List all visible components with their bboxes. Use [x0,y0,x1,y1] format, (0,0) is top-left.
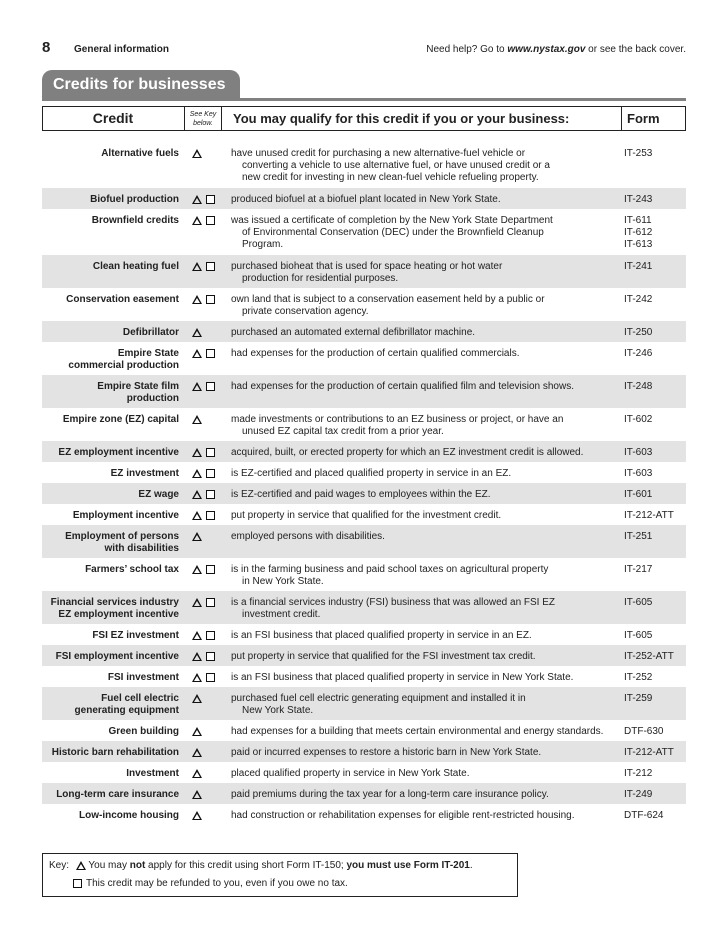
credit-name: Conservation easement [66,294,179,305]
credit-name: Farmers’ school tax [85,564,179,575]
credit-description: employed persons with disabilities. [231,531,385,542]
credit-form: IT-603 [624,468,653,479]
credit-name: Investment [126,768,179,779]
credit-key-icons [192,597,222,609]
column-header [42,106,686,131]
key-line-triangle: Key: You may not apply for this credit using short Form IT-150; you must use Form IT-201. [49,860,473,871]
credit-key-icons [192,564,222,576]
credit-key-icons [192,261,222,273]
credit-description: own land that is subject to a conservation easement held by a public or private conservation agency. [231,294,545,317]
credit-description: purchased fuel cell electric generating equipment and installed it in New York State. [231,693,526,716]
credit-key-icons [192,414,222,426]
credit-description: is in the farming business and paid school taxes on agricultural property in New York State. [231,564,549,587]
credit-description: have unused credit for purchasing a new alternative-fuel vehicle or converting a vehicle to use alternative fuel, or have unused credit or a new credit for investing in new clean-fuel vehicle refueling property. [231,148,550,183]
triangle-icon [192,748,202,757]
table-row [42,762,686,783]
credit-form: IT-611 IT-612 IT-613 [624,215,653,250]
credit-key-icons [192,693,222,705]
credit-description: produced biofuel at a biofuel plant located in New York State. [231,194,501,205]
table-row [42,720,686,741]
section-title: Credits for businesses [42,70,240,98]
credit-form: IT-601 [624,489,653,500]
triangle-icon [192,490,202,499]
credit-key-icons [192,651,222,663]
credit-key-icons [192,726,222,738]
triangle-icon [192,295,202,304]
square-icon [206,382,215,391]
credit-description: had construction or rehabilitation expenses for eligible rent-restricted housing. [231,810,575,821]
credit-description: is an FSI business that placed qualified property in service in an EZ. [231,630,532,641]
help-text: Need help? Go to www.nystax.gov or see the back cover. [426,44,686,55]
credit-description: was issued a certificate of completion by the New York State Department of Environmental Conservation (DEC) under the Brownfield Cleanup Program. [231,215,553,250]
square-icon [206,490,215,499]
credit-name: EZ investment [110,468,179,479]
table-row [42,741,686,762]
credit-description: acquired, built, or erected property for which an EZ investment credit is allowed. [231,447,584,458]
credit-form: IT-212-ATT [624,510,674,521]
credit-form: IT-252 [624,672,653,683]
triangle-icon [192,328,202,337]
table-row [42,321,686,342]
credit-name: Brownfield credits [91,215,179,226]
triangle-icon [192,469,202,478]
section-label: General information [74,44,170,55]
credit-form: IT-242 [624,294,653,305]
credit-key-icons [192,215,222,227]
credit-key-icons [192,447,222,459]
credit-form: IT-605 [624,597,653,608]
triangle-icon [192,195,202,204]
key-legend [42,853,518,897]
table-row [42,462,686,483]
credit-key-icons [192,148,222,160]
credit-name: Empire State film production [97,381,179,404]
column-credit: Credit [92,110,134,126]
table-row [42,804,686,825]
credit-description: is EZ-certified and placed qualified property in service in an EZ. [231,468,512,479]
square-icon [206,262,215,271]
table-row [42,441,686,462]
credit-form: DTF-630 [624,726,664,737]
credit-form: IT-602 [624,414,653,425]
key-line-square: This credit may be refunded to you, even if you owe no tax. [73,878,348,889]
square-icon [206,511,215,520]
credit-name: Employment of persons with disabilities [65,531,179,554]
table-row [42,504,686,525]
credit-form: IT-248 [624,381,653,392]
credit-key-icons [192,294,222,306]
help-link[interactable]: www.nystax.gov [507,44,586,55]
table-row [42,624,686,645]
table-row [42,645,686,666]
triangle-icon [192,598,202,607]
square-icon [206,565,215,574]
credit-description: had expenses for a building that meets certain environmental and energy standards. [231,726,604,737]
credit-name: FSI investment [107,672,179,683]
credit-form: IT-212 [624,768,653,779]
table-row [42,525,686,558]
credit-name: Historic barn rehabilitation [51,747,179,758]
page-header [42,39,686,60]
credit-name: Long-term care insurance [56,789,179,800]
credit-description: made investments or contributions to an EZ business or project, or have an unused EZ capital tax credit from a prior year. [231,414,564,437]
credit-key-icons [192,489,222,501]
credit-description: is an FSI business that placed qualified property in service in New York State. [231,672,574,683]
credit-description: purchased an automated external defibrillator machine. [231,327,476,338]
credit-form: IT-249 [624,789,653,800]
triangle-icon [192,349,202,358]
square-icon [206,195,215,204]
table-row [42,342,686,375]
table-row [42,687,686,720]
credit-form: IT-603 [624,447,653,458]
table-row [42,375,686,408]
credit-key-icons [192,510,222,522]
credit-name: Green building [108,726,179,737]
credit-form: IT-605 [624,630,653,641]
credit-name: Empire State commercial production [68,348,179,371]
credit-description: put property in service that qualified for the investment credit. [231,510,502,521]
triangle-icon [192,448,202,457]
credit-description: is a financial services industry (FSI) business that was allowed an FSI EZ investment credit. [231,597,556,620]
credit-name: Financial services industry EZ employment incentive [50,597,179,620]
credit-name: EZ wage [138,489,179,500]
credit-name: FSI employment incentive [55,651,179,662]
credit-key-icons [192,531,222,543]
table-row [42,783,686,804]
credit-name: Empire zone (EZ) capital [62,414,179,425]
square-icon [206,673,215,682]
square-icon [206,652,215,661]
credit-name: Alternative fuels [101,148,179,159]
credit-key-icons [192,768,222,780]
triangle-icon [192,511,202,520]
triangle-icon [192,262,202,271]
credit-key-icons [192,789,222,801]
credit-form: IT-251 [624,531,653,542]
credit-name: Employment incentive [72,510,179,521]
credit-name: Low-income housing [79,810,179,821]
credit-name: FSI EZ investment [92,630,179,641]
table-row [42,255,686,288]
credit-form: IT-253 [624,148,653,159]
credit-key-icons [192,468,222,480]
square-icon [206,631,215,640]
triangle-icon [192,565,202,574]
credit-description: had expenses for the production of certain qualified film and television shows. [231,381,574,392]
triangle-icon [192,790,202,799]
triangle-icon [192,652,202,661]
credit-name: EZ employment incentive [58,447,179,458]
credit-key-icons [192,381,222,393]
credit-form: IT-217 [624,564,653,575]
credit-description: put property in service that qualified for the FSI investment tax credit. [231,651,536,662]
credit-form: IT-243 [624,194,653,205]
triangle-icon [192,382,202,391]
page-number: 8 [42,39,51,56]
table-row [42,666,686,687]
square-icon [206,349,215,358]
table-row [42,209,686,255]
triangle-icon [192,216,202,225]
credit-form: IT-259 [624,693,653,704]
square-icon [206,598,215,607]
column-key: See Key below. [184,107,222,130]
credit-key-icons [192,194,222,206]
table-row [42,558,686,591]
triangle-icon [192,727,202,736]
credit-name: Biofuel production [90,194,179,205]
credit-key-icons [192,630,222,642]
triangle-icon [192,532,202,541]
column-qualify: You may qualify for this credit if you or your business: [233,111,570,126]
square-icon [206,216,215,225]
credit-description: placed qualified property in service in New York State. [231,768,470,779]
triangle-icon [192,149,202,158]
credit-name: Defibrillator [122,327,179,338]
table-row [42,188,686,209]
table-row [42,142,686,188]
title-rule [42,98,686,101]
table-row [42,591,686,624]
square-icon [206,295,215,304]
credit-form: IT-241 [624,261,653,272]
credit-form: DTF-624 [624,810,664,821]
table-row [42,483,686,504]
credit-description: paid or incurred expenses to restore a historic barn in New York State. [231,747,542,758]
credit-key-icons [192,747,222,759]
credit-name: Fuel cell electric generating equipment [74,693,179,716]
credits-table [42,142,686,825]
square-icon [206,469,215,478]
credit-name: Clean heating fuel [92,261,179,272]
credit-key-icons [192,672,222,684]
triangle-icon [192,631,202,640]
credit-key-icons [192,327,222,339]
triangle-icon [192,415,202,424]
square-icon [206,448,215,457]
table-row [42,288,686,321]
credit-key-icons [192,810,222,822]
triangle-icon [192,673,202,682]
credit-description: is EZ-certified and paid wages to employees within the EZ. [231,489,491,500]
credit-form: IT-250 [624,327,653,338]
credit-form: IT-252-ATT [624,651,674,662]
square-icon [73,879,82,888]
triangle-icon [192,769,202,778]
triangle-icon [76,861,86,870]
triangle-icon [192,811,202,820]
credit-key-icons [192,348,222,360]
credit-form: IT-246 [624,348,653,359]
credit-form: IT-212-ATT [624,747,674,758]
credit-description: had expenses for the production of certain qualified commercials. [231,348,520,359]
credit-description: paid premiums during the tax year for a long-term care insurance policy. [231,789,549,800]
credit-description: purchased bioheat that is used for space heating or hot water production for residential purposes. [231,261,503,284]
column-form: Form [621,107,687,130]
section-title-band [42,70,686,101]
table-row [42,408,686,441]
triangle-icon [192,694,202,703]
